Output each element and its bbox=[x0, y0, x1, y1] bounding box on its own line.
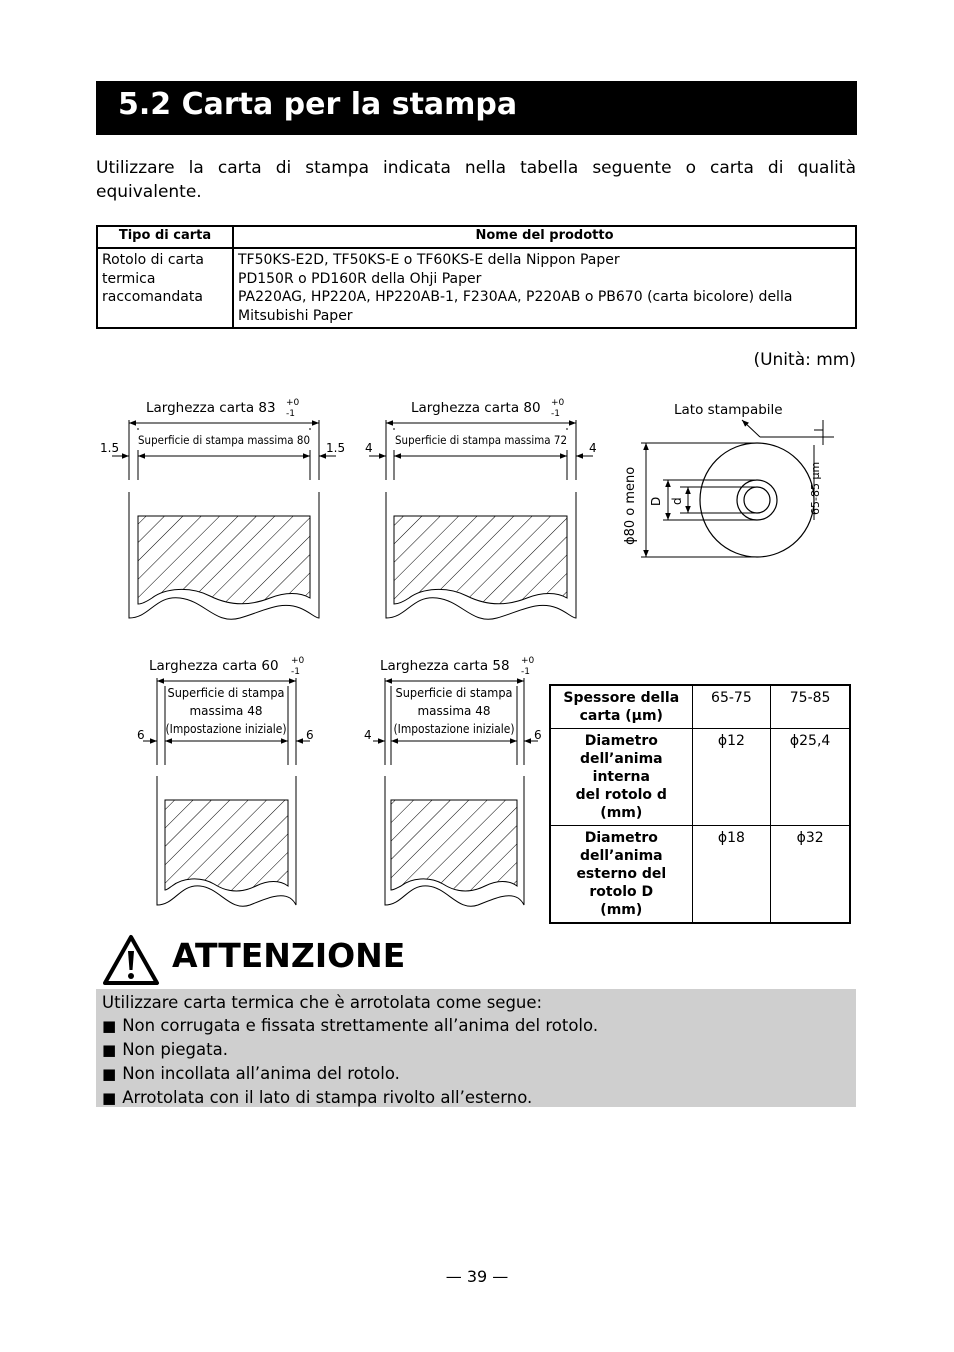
row-header bbox=[550, 826, 692, 924]
product-line: PA220AG, HP220A, HP220AB-1, F230AA, P220AB o PB670 (carta bicolore) della bbox=[238, 289, 793, 305]
width-label: Larghezza carta 80 bbox=[411, 400, 541, 416]
product-line: PD150R o PD160R della Ohji Paper bbox=[238, 270, 482, 287]
value-cell: ϕ25,4 bbox=[771, 729, 850, 826]
diagram-paper-60 bbox=[137, 656, 314, 906]
row-header-line: (mm) bbox=[600, 805, 643, 821]
product-line: TF50KS-E2D, TF50KS-E o TF60KS-E della Nippon Paper bbox=[238, 252, 620, 268]
tolerance-minus: -1 bbox=[551, 409, 560, 419]
print-area-label: massima 48 bbox=[189, 704, 263, 718]
caution-intro: Utilizzare carta termica che è arrotolata come segue: bbox=[102, 993, 543, 1012]
width-label: Larghezza carta 58 bbox=[380, 658, 510, 674]
print-area-label: Superficie di stampa massima 80 bbox=[138, 433, 310, 447]
margin-left: 6 bbox=[137, 728, 145, 742]
value-cell: 65-75 bbox=[692, 685, 771, 729]
row-header-line: rotolo D bbox=[589, 884, 654, 900]
tolerance-plus: +0 bbox=[521, 656, 535, 666]
product-line: Mitsubishi Paper bbox=[238, 307, 353, 324]
print-area-label: (Impostazione iniziale) bbox=[393, 722, 515, 736]
diagram-paper-83 bbox=[100, 398, 345, 619]
margin-left: 1.5 bbox=[100, 441, 120, 455]
value-cell: ϕ32 bbox=[771, 826, 850, 924]
section-title: 5.2 Carta per la stampa bbox=[118, 87, 518, 122]
row-header-line: Spessore della bbox=[563, 690, 680, 706]
row-header-line: carta (μm) bbox=[579, 708, 663, 724]
margin-right: 6 bbox=[306, 728, 314, 742]
margin-right: 4 bbox=[589, 441, 597, 455]
diagram-paper-roll bbox=[623, 402, 834, 557]
print-area-label: massima 48 bbox=[417, 704, 491, 718]
margin-left: 4 bbox=[365, 441, 373, 455]
row-header-line: dell’anima bbox=[579, 848, 663, 864]
print-area-label: Superficie di stampa massima 72 bbox=[395, 433, 567, 447]
table-row bbox=[550, 685, 850, 729]
unit-label: (Unità: mm) bbox=[753, 350, 856, 370]
thickness-table bbox=[549, 684, 851, 924]
printable-side-label: Lato stampabile bbox=[674, 402, 783, 418]
row-header bbox=[550, 729, 692, 826]
diagram-paper-58 bbox=[364, 656, 542, 906]
row-header-line: (mm) bbox=[600, 902, 643, 918]
row-header-line: esterno del bbox=[576, 866, 667, 882]
list-item: ■ Non piegata. bbox=[102, 1038, 850, 1062]
tolerance-minus: -1 bbox=[521, 667, 530, 677]
outer-diameter-label: ϕ80 o meno bbox=[623, 466, 638, 545]
core-outer-label: D bbox=[649, 496, 663, 506]
print-area-label: (Impostazione iniziale) bbox=[165, 722, 287, 736]
tolerance-plus: +0 bbox=[551, 398, 565, 408]
margin-right: 6 bbox=[534, 728, 542, 742]
tolerance-plus: +0 bbox=[286, 398, 300, 408]
tolerance-minus: -1 bbox=[291, 667, 300, 677]
table-row bbox=[550, 826, 850, 924]
list-item: ■ Non corrugata e fissata strettamente all’anima del rotolo. bbox=[102, 1014, 850, 1038]
margin-left: 4 bbox=[364, 728, 372, 742]
header-paper-type: Tipo di carta bbox=[97, 226, 233, 248]
print-area-label: Superficie di stampa bbox=[395, 686, 513, 700]
margin-right: 1.5 bbox=[326, 441, 346, 455]
list-item: ■ Arrotolata con il lato di stampa rivolto all’esterno. bbox=[102, 1086, 850, 1110]
table-row bbox=[550, 729, 850, 826]
intro-text: Utilizzare la carta di stampa indicata nella tabella seguente o carta di qualità equivalente. bbox=[96, 158, 856, 202]
width-label: Larghezza carta 83 bbox=[146, 400, 276, 416]
list-item: ■ Non incollata all’anima del rotolo. bbox=[102, 1062, 850, 1086]
value-cell: ϕ18 bbox=[692, 826, 771, 924]
row-header bbox=[550, 685, 692, 729]
row-header-line: Diametro bbox=[584, 733, 658, 749]
caution-header bbox=[100, 932, 500, 988]
paper-type-line: Rotolo di carta bbox=[102, 252, 204, 268]
header-product-name: Nome del prodotto bbox=[233, 226, 856, 248]
paper-type-line: raccomandata bbox=[102, 289, 203, 305]
page-number: — 39 — bbox=[445, 1267, 509, 1286]
row-header-line: del rotolo d bbox=[575, 787, 667, 803]
tolerance-plus: +0 bbox=[291, 656, 305, 666]
print-area-label: Superficie di stampa bbox=[167, 686, 285, 700]
width-label: Larghezza carta 60 bbox=[149, 658, 279, 674]
value-cell: 75-85 bbox=[771, 685, 850, 729]
row-header-line: dell’anima interna bbox=[579, 751, 663, 785]
caution-list bbox=[102, 1014, 850, 1110]
paper-type-line: termica bbox=[102, 270, 156, 287]
core-inner-label: d bbox=[670, 497, 684, 505]
caution-title: ATTENZIONE bbox=[172, 936, 406, 975]
thickness-label: 65-85 μm bbox=[809, 461, 822, 515]
row-header-line: Diametro bbox=[584, 830, 658, 846]
diagram-paper-80 bbox=[365, 398, 597, 619]
caution-box bbox=[96, 989, 856, 1107]
tolerance-minus: -1 bbox=[286, 409, 295, 419]
warning-triangle-icon bbox=[102, 934, 160, 986]
value-cell: ϕ12 bbox=[692, 729, 771, 826]
